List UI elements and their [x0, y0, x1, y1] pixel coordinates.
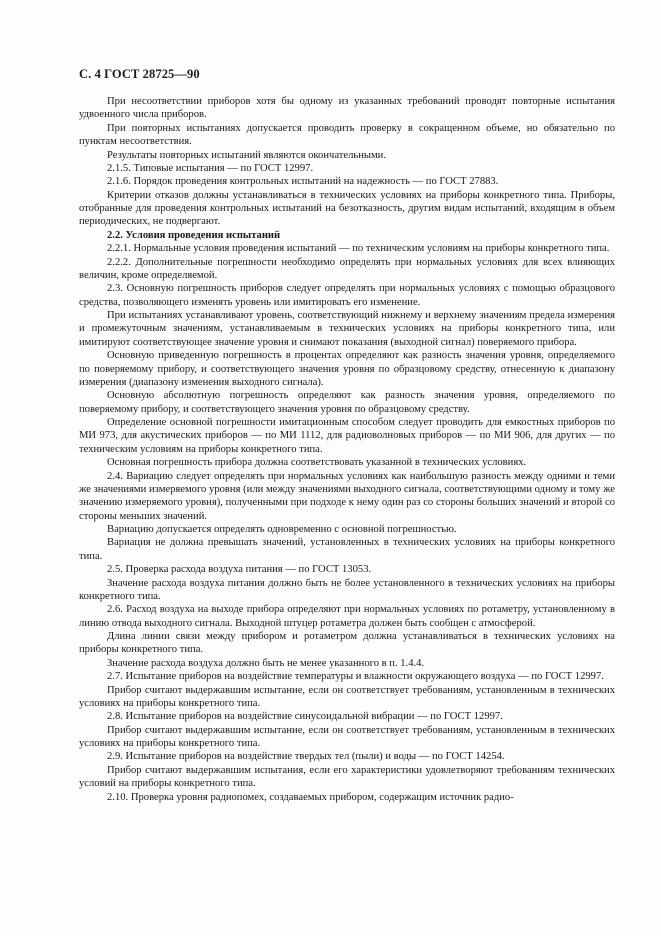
paragraph: При испытаниях устанавливают уровень, соответствующий нижнему и верхнему значениям предела измерения и промежуточным значениям, устанавливаемым в технических условиях на приборы конкретного типа, или имитируют соответствующее значение уровня и снимают показания (выходной сигнал) поверяемого прибора. [79, 310, 615, 348]
paragraph: При несоответствии приборов хотя бы одному из указанных требований проводят повторные испытания удвоенного числа приборов. [79, 96, 615, 121]
paragraph: Значение расхода воздуха питания должно быть не более установленного в технических условиях на приборы конкретного типа. [79, 577, 615, 602]
paragraph: 2.4. Вариацию следует определять при нормальных условиях как наибольшую разность между одними и теми же значениями измеряемого уровня (или между значениями выходного сигнала, соответствующими одному и тому же значению измеряемого уровня), полученными при подходе к нему один раз со стороны больших значений и второй со стороны меньших значений. [79, 470, 615, 522]
paragraph: Определение основной погрешности имитационным способом следует проводить для емкостных приборов по МИ 973, для акустических приборов — по МИ 1112, для радиоволновых приборов — по МИ 906, для других — по техническим условиям на приборы конкретного типа. [79, 417, 615, 455]
paragraph: 2.1.5. Типовые испытания — по ГОСТ 12997. [107, 162, 314, 174]
paragraph: 2.5. Проверка расхода воздуха питания — по ГОСТ 13053. [107, 564, 372, 576]
paragraph: 2.1.6. Порядок проведения контрольных испытаний на надежность — по ГОСТ 27883. [107, 176, 499, 188]
paragraph: 2.9. Испытание приборов на воздействие твердых тел (пыли) и воды — по ГОСТ 14254. [107, 751, 505, 763]
document-body [79, 95, 615, 804]
paragraph: 2.6. Расход воздуха на выходе прибора определяют при нормальных условиях по ротаметру, установленному в линию отвода выходного сигнала. Выходной штуцер ротаметра должен быть сообщен с атмосферой. [79, 604, 615, 629]
paragraph: Значение расхода воздуха должно быть не менее указанного в п. 1.4.4. [107, 657, 425, 669]
paragraph: Основная погрешность прибора должна соответствовать указанной в технических условиях. [107, 457, 527, 469]
page-header: С. 4 ГОСТ 28725—90 [79, 67, 200, 81]
paragraph: 2.2.2. Дополнительные погрешности необходимо определять при нормальных условиях для всех влияющих величин, кроме определяемой. [79, 256, 615, 281]
paragraph: Результаты повторных испытаний являются окончательными. [107, 149, 387, 161]
paragraph: Прибор считают выдержавшим испытания, если его характеристики удовлетворяют требованиям технических условий на приборы конкретного типа. [79, 764, 615, 790]
paragraph: 2.8. Испытание приборов на воздействие синусоидальной вибрации — по ГОСТ 12997. [107, 711, 503, 723]
paragraph: 2.10. Проверка уровня радиопомех, создаваемых прибором, содержащим источник радио- [107, 791, 514, 803]
paragraph: Вариация не должна превышать значений, установленных в технических условиях на приборы конкретного типа. [79, 537, 615, 562]
paragraph: 2.3. Основную погрешность приборов следует определять при нормальных условиях с помощью образцового средства, позволяющего изменять уровень или имитировать его изменение. [79, 283, 615, 308]
paragraph: Длина линии связи между прибором и ротаметром должна устанавливаться в технических условиях на приборы конкретного типа. [79, 631, 615, 656]
paragraph: Критерии отказов должны устанавливаться в технических условиях на приборы конкретного типа. Приборы, отобранные для проведения контрольных испытаний на безотказность, другим видам испытаний, входящим в объем периодических, не подвергают. [79, 189, 615, 228]
paragraph: Вариацию допускается определять одновременно с основной погрешностью. [107, 524, 457, 535]
paragraph: 2.7. Испытание приборов на воздействие температуры и влажности окружающего воздуха — по ГОСТ 12997. [107, 671, 604, 683]
paragraph: Прибор считают выдержавшим испытание, если он соответствует требованиям, установленным в технических условиях на приборы конкретного типа. [79, 684, 615, 709]
paragraph: Основную приведенную погрешность в процентах определяют как разность значения уровня, определяемого по поверяемому прибору, и соответствующего значения уровня по образцовому средству, отнесенную к диапазону измерения (диапазону изменения выходного сигнала). [79, 350, 615, 388]
paragraph: Основную абсолютную погрешность определяют как разность значения уровня, определяемого по поверяемому прибору, и соответствующего значения уровня по образцовому средству. [79, 390, 615, 415]
paragraph: 2.2.1. Нормальные условия проведения испытаний — по техническим условиям на приборы конкретного типа. [107, 243, 610, 255]
paragraph: При повторных испытаниях допускается проводить проверку в сокращенном объеме, но обязательно по пунктам несоответствия. [79, 122, 615, 148]
section-heading: 2.2. Условия проведения испытаний [107, 229, 281, 241]
paragraph: Прибор считают выдержавшим испытание, если он соответствует требованиям, установленным в технических условиях на приборы конкретного типа. [79, 724, 615, 749]
